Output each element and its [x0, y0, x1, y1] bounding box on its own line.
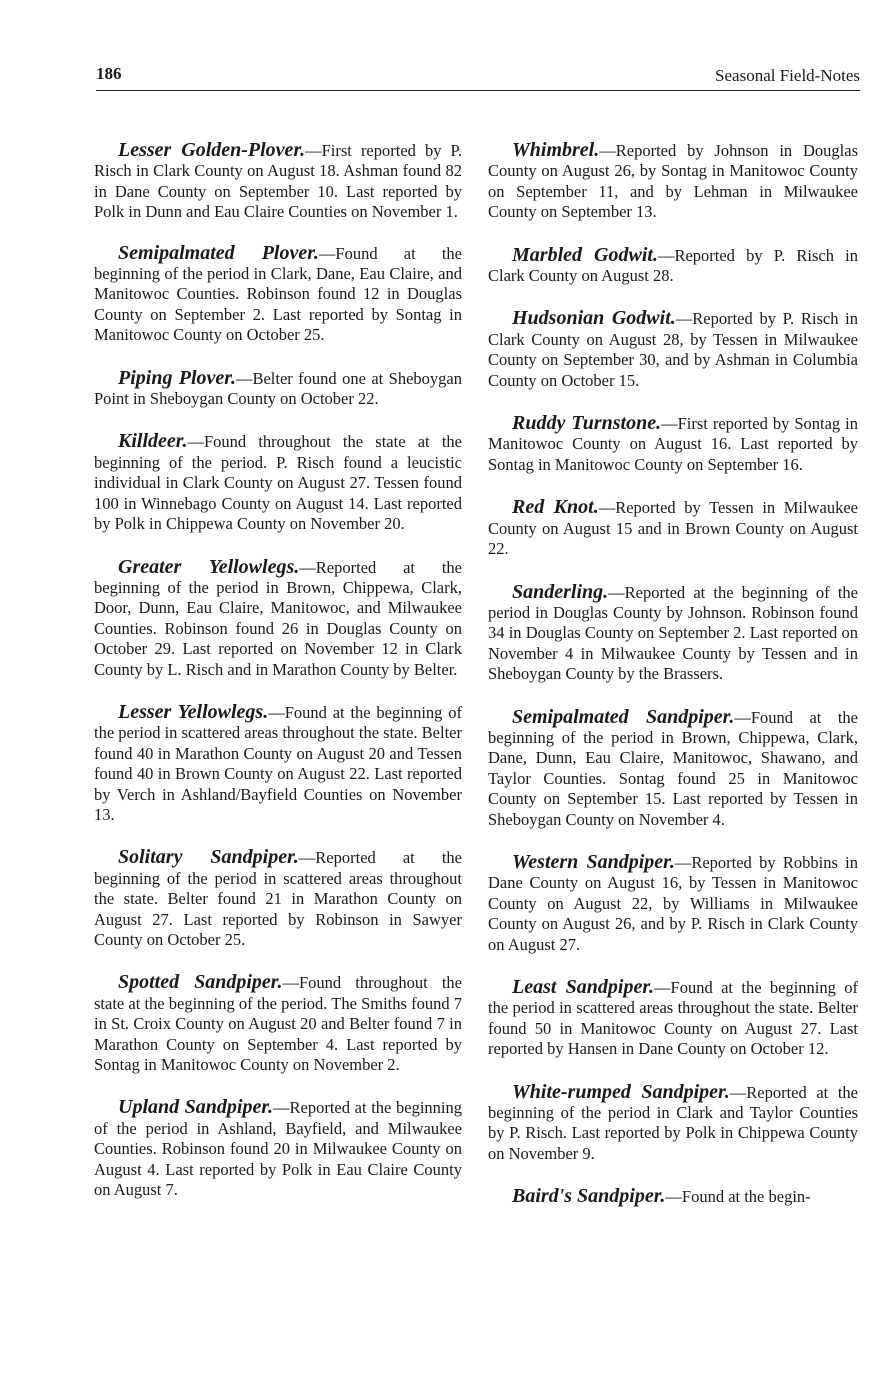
species-text: —Found at the beginning of the period in Clark, Dane, Eau Claire, and Manitowoc Counties. Robinson found 12 in Douglas County on September 2. Last reported by Sontag in Manitowoc County on October 25.: [94, 243, 462, 345]
species-name: Whimbrel.: [512, 139, 600, 161]
species-entry: [488, 1186, 858, 1207]
species-text: —First reported by Sontag in Manitowoc County on August 16. Last reported by Sontag in Manitowoc County on September 16.: [488, 414, 859, 474]
species-name: Lesser Golden-Plover.: [118, 139, 306, 161]
species-text: —Reported by P. Risch in Clark County on August 28.: [488, 245, 859, 286]
species-entry: [94, 557, 462, 680]
page-header: [96, 64, 860, 91]
species-text: —Reported by Tessen in Milwaukee County on August 15 and in Brown County on August 22.: [488, 498, 858, 559]
species-text: —Found throughout the state at the beginning of the period. P. Risch found a leucistic individual in Clark County on August 27. Tessen found 100 in Winnebago County on August 14. Last reported by Polk in Chippewa County on November 20.: [94, 432, 462, 534]
species-name: Solitary Sandpiper.: [118, 846, 299, 869]
species-text: —Reported by P. Risch in Clark County on August 28, by Tessen in Milwaukee County on September 30, and by Ashman in Columbia County on October 15.: [488, 309, 859, 390]
species-entry: [94, 702, 462, 825]
species-entry: [94, 431, 462, 534]
species-text: —Belter found one at Sheboygan Point in Sheboygan County on October 22.: [94, 368, 462, 409]
species-name: Greater Yellowlegs.: [118, 555, 300, 578]
species-entry: [94, 140, 462, 223]
species-name: White-rumped Sandpiper.: [512, 1080, 730, 1103]
species-text: —Reported at the beginning of the period in Clark and Taylor Counties by P. Risch. Last reported by Polk in Chippewa County on November 9.: [488, 1082, 859, 1163]
species-entry: [94, 972, 462, 1075]
species-entry: [488, 977, 858, 1060]
species-name: Killdeer.: [118, 430, 188, 453]
species-name: Marbled Godwit.: [512, 243, 658, 266]
species-name: Upland Sandpiper.: [118, 1096, 274, 1119]
species-entry: [488, 707, 858, 830]
species-entry: [94, 847, 462, 950]
species-entry: [488, 140, 858, 223]
species-name: Hudsonian Godwit.: [512, 307, 676, 330]
species-text: —Reported at the beginning of the period in Douglas County by Johnson. Robinson found 34 in Douglas County on September 2. Last reported on November 4 in Milwaukee County by Tessen and in Sheboygan County by the Brassers.: [488, 582, 858, 684]
species-name: Piping Plover.: [118, 366, 236, 389]
species-name: Lesser Yellowlegs.: [118, 700, 269, 723]
species-text: —Found at the beginning of the period in scattered areas throughout the state. Belter found 50 in Manitowoc County on August 27. Last reported by Hansen in Dane County on October 12.: [488, 978, 859, 1059]
page-number: 186: [96, 64, 122, 83]
right-column: [488, 140, 858, 1230]
species-entry: [488, 852, 858, 955]
species-name: Red Knot.: [512, 496, 599, 519]
species-entry: [94, 1097, 462, 1200]
species-text: —Found at the beginning of the period in Brown, Chippewa, Clark, Dane, Dunn, Eau Claire, Manitowoc, Shawano, and Taylor Counties. Sontag found 25 in Manitowoc County on September 15. Last reported by Tessen in Sheboygan County on November 4.: [488, 707, 858, 829]
species-name: Sanderling.: [512, 580, 609, 603]
species-entry: [488, 582, 858, 685]
species-text: —Reported at the beginning of the period in Ashland, Bayfield, and Milwaukee Counties. Robinson found 20 in Milwaukee County on August 4. Last reported by Polk in Eau Claire County on August 7.: [94, 1098, 462, 1200]
species-name: Least Sandpiper.: [512, 976, 655, 998]
left-column: [94, 140, 462, 1222]
species-name: Spotted Sandpiper.: [118, 971, 283, 994]
species-entry: [94, 243, 462, 346]
species-text: —Reported by Robbins in Dane County on August 16, by Tessen in Manitowoc County on August 22, by Williams in Milwaukee County on August 26, and by P. Risch in Clark County on August 27.: [488, 852, 858, 954]
species-name: Semipalmated Sandpiper.: [512, 705, 735, 728]
species-text: —Found at the beginning of the period in scattered areas throughout the state. Belter found 40 in Marathon County on August 20 and Tessen found 40 in Brown County on August 22. Last reported by Verch in Ashland/Bayfield Counties on November 13.: [94, 702, 462, 824]
running-title: Seasonal Field-Notes: [715, 66, 860, 85]
species-name: Western Sandpiper.: [512, 850, 675, 873]
species-text: —Reported by Johnson in Douglas County on August 26, by Sontag in Manitowoc County on September 11, and by Lehman in Milwaukee County on September 13.: [488, 141, 858, 222]
species-text: —Reported at the beginning of the period in Brown, Chippewa, Clark, Door, Dunn, Eau Claire, Manitowoc, and Milwaukee Counties. Robinson found 26 in Douglas County on October 29. Last reported on November 12 in Clark County by L. Risch and in Marathon County by Belter.: [94, 557, 463, 679]
species-entry: [94, 368, 462, 410]
species-name: Baird's Sandpiper.: [512, 1185, 666, 1208]
species-entry: [488, 245, 858, 287]
species-name: Semipalmated Plover.: [118, 241, 319, 264]
species-text: —Found throughout the state at the beginning of the period. The Smiths found 7 in St. Croix County on August 20 and Belter found 7 in Marathon County on September 4. Last reported by Sontag in Manitowoc County on November 2.: [94, 973, 462, 1075]
species-text: —Reported at the beginning of the period in scattered areas throughout the state. Belter found 21 in Marathon County on August 27. Last reported by Robinson in Sawyer County on October 25.: [94, 848, 463, 949]
species-text: —First reported by P. Risch in Clark County on August 18. Ashman found 82 in Dane County on September 10. Last reported by Polk in Dunn and Eau Claire Counties on November 1.: [94, 141, 462, 222]
species-name: Ruddy Turnstone.: [512, 412, 662, 435]
species-entry: [488, 1082, 858, 1165]
species-text: —Found at the begin-: [665, 1187, 811, 1207]
species-entry: [488, 497, 858, 559]
species-entry: [488, 413, 858, 475]
species-entry: [488, 308, 858, 391]
